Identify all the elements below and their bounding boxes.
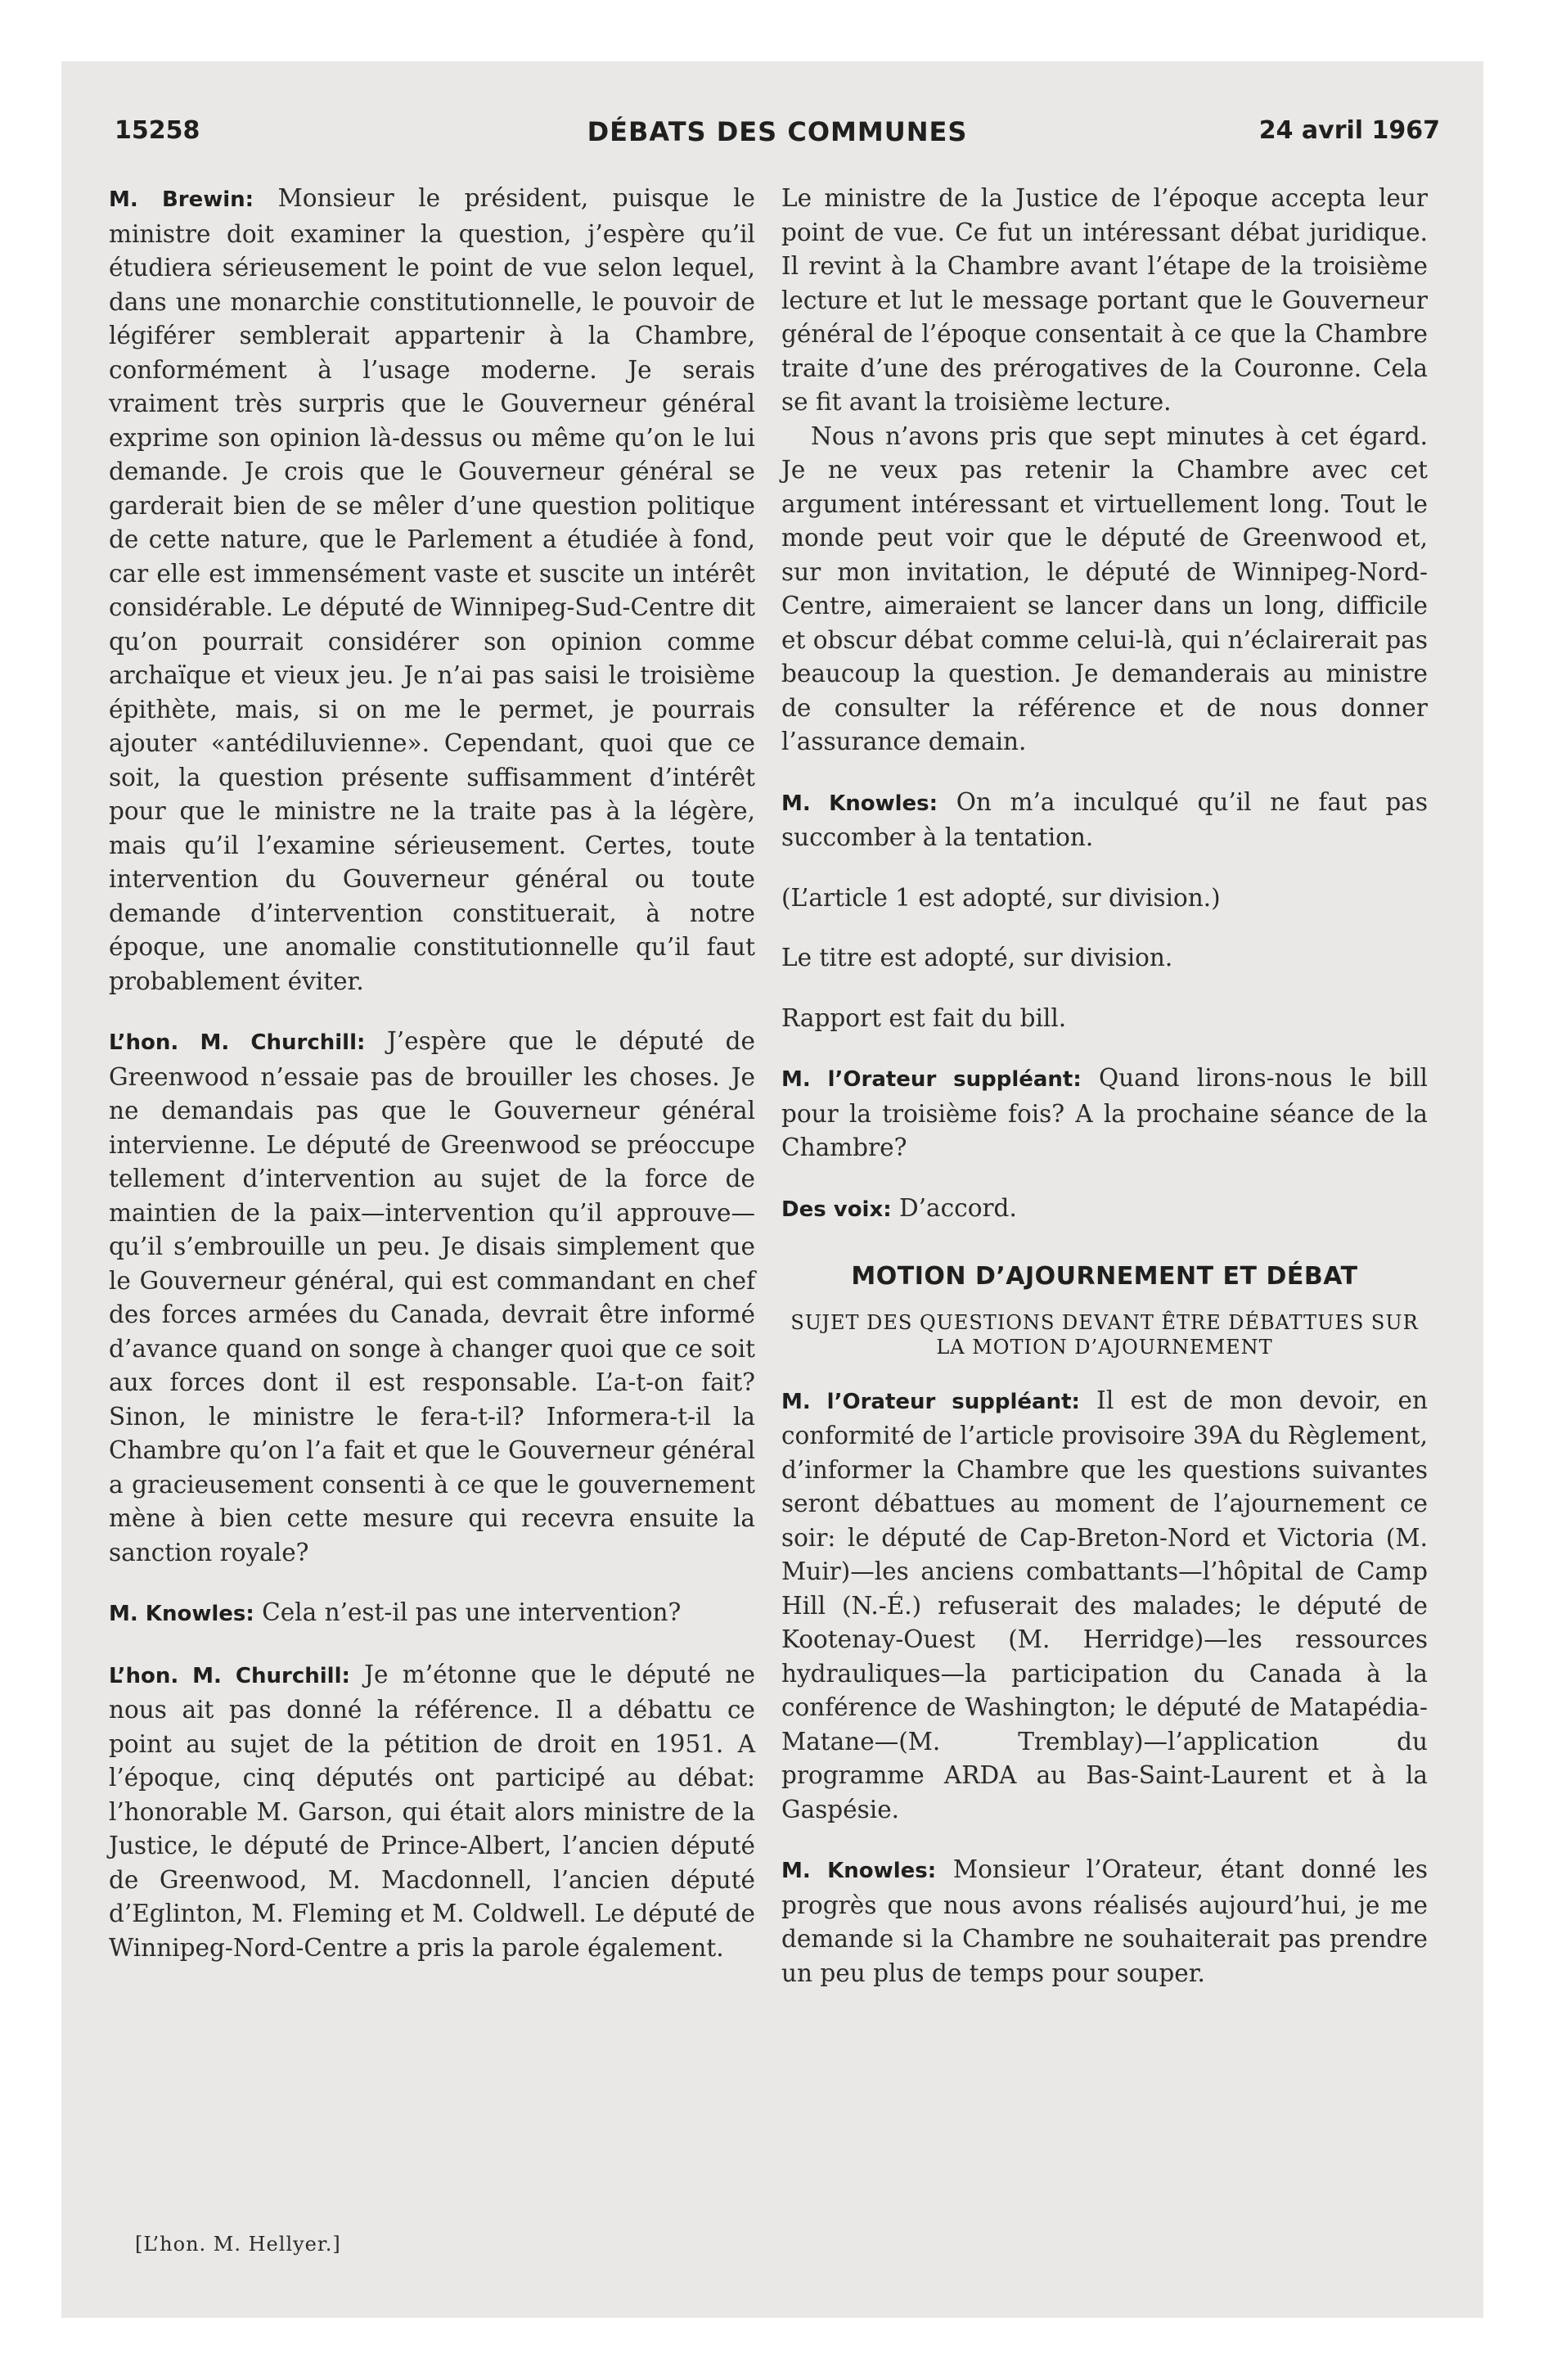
speech-text: Quand lirons-nous le bill pour la troisième fois? A la prochaine séance de la Chambre? — [781, 1064, 1428, 1161]
left-column — [109, 182, 755, 1965]
speech-paragraph — [109, 1596, 755, 1632]
speech-continuation: Le ministre de la Justice de l’époque accepta leur point de vue. Ce fut un intéressant débat juridique. Il revint à la Chambre avant l’étape de la troisième lecture et lut le message portant que le Gouverneur général de l’époque consentait à ce que la Chambre traite d’une des prérogatives de la Couronne. Cela se fit avant la troisième lecture. — [781, 184, 1428, 416]
footer-note: [L’hon. M. Hellyer.] — [135, 2233, 341, 2256]
speech-paragraph — [781, 1192, 1428, 1228]
publication-date: 24 avril 1967 — [1258, 116, 1440, 145]
speech-paragraph — [781, 1062, 1428, 1165]
speech-paragraph — [781, 1853, 1428, 1990]
publication-title: DÉBATS DES COMMUNES — [587, 116, 968, 147]
speech-text: Cela n’est-il pas une intervention? — [262, 1598, 682, 1626]
page-number: 15258 — [115, 116, 200, 145]
speech-text: On m’a inculqué qu’il ne faut pas succomber à la tentation. — [781, 787, 1428, 851]
procedural-note: (L’article 1 est adopté, sur division.) — [781, 883, 1221, 912]
speech-text: D’accord. — [899, 1193, 1017, 1222]
section-subheading: SUJET DES QUESTIONS DEVANT ÊTRE DÉBATTUES SUR LA MOTION D’AJOURNEMENT — [790, 1310, 1419, 1359]
speaker-name: L’hon. M. Churchill: — [109, 1030, 366, 1055]
speaker-name: M. Brewin: — [109, 187, 254, 212]
section-heading: MOTION D’AJOURNEMENT ET DÉBAT — [851, 1262, 1358, 1291]
speaker-name: M. Knowles: — [781, 791, 938, 816]
speaker-name: M. Knowles: — [109, 1602, 254, 1626]
speaker-name: Des voix: — [781, 1197, 892, 1222]
speech-text: Je m’étonne que le député ne nous ait pas donné la référence. Il a débattu ce point au sujet de la pétition de droit en 1951. A l’époque, cinq députés ont participé au débat: l’honorable M. Garson, qui était alors ministre de la Justice, le député de Prince-Albert, l’ancien député de Greenwood, M. Macdonnell, l’ancien député d’Eglinton, M. Fleming et M. Coldwell. Le député de Winnipeg-Nord-Centre a pris la parole également. — [109, 1660, 755, 1962]
procedural-note: Rapport est fait du bill. — [781, 1003, 1067, 1032]
speech-text: Monsieur le président, puisque le ministre doit examiner la question, j’espère qu’il étudiera sérieusement le point de vue selon lequel, dans une monarchie constitutionnelle, le pouvoir de légiférer semblerait appartenir à la Chambre, conformément à l’usage moderne. Je serais vraiment très surpris que le Gouverneur général exprime son opinion là-dessus ou même qu’on le lui demande. Je crois que le Gouverneur général se garderait bien de se mêler d’une question politique de cette nature, que le Parlement a étudiée à fond, car elle est immensément vaste et suscite un intérêt considérable. Le député de Winnipeg-Sud-Centre dit qu’on pourrait considérer son opinion comme archaïque et vieux jeu. Je n’ai pas saisi le troisième épithète, mais, si on me le permet, je pourrais ajouter «antédiluvienne». Cependant, quoi que ce soit, la question présente suffisamment d’intérêt pour que le ministre ne la traite pas à la légère, mais qu’il l’examine sérieusement. Certes, toute intervention du Gouverneur général ou toute demande d’intervention constituerait, à notre époque, une anomalie constitutionnelle qu’il faut probablement éviter. — [109, 184, 755, 995]
speech-text: Monsieur l’Orateur, étant donné les progrès que nous avons réalisés aujourd’hui, je me demande si la Chambre ne souhaiterait pas prendre un peu plus de temps pour souper. — [781, 1855, 1428, 1987]
speaker-name: M. l’Orateur suppléant: — [781, 1067, 1082, 1092]
speaker-name: M. l’Orateur suppléant: — [781, 1389, 1080, 1414]
right-column — [781, 182, 1428, 1990]
speech-paragraph — [781, 786, 1428, 855]
speaker-name: L’hon. M. Churchill: — [109, 1663, 350, 1688]
speech-text: J’espère que le député de Greenwood n’essaie pas de brouiller les choses. Je ne demandais pas que le Gouverneur général intervienne. Le député de Greenwood se préoccupe tellement d’intervention au sujet de la force de maintien de la paix—intervention qu’il approuve—qu’il s’embrouille un peu. Je disais simplement que le Gouverneur général, qui est commandant en chef des forces armées du Canada, devrait être informé d’avance quand on songe à changer quoi que ce soit aux forces dont il est responsable. L’a-t-on fait? Sinon, le ministre le fera-t-il? Informera-t-il la Chambre qu’on l’a fait et que le Gouverneur général a gracieusement consenti à ce que le gouvernement mène à bien cette mesure qui recevra ensuite la sanction royale? — [109, 1027, 755, 1566]
speech-paragraph — [109, 1025, 755, 1570]
speech-text: Il est de mon devoir, en conformité de l’article provisoire 39A du Règlement, d’informer la Chambre que les questions suivantes seront débattues au moment de l’ajournement ce soir: le député de Cap-Breton-Nord et Victoria (M. Muir)—les anciens combattants—l’hôpital de Camp Hill (N.-É.) refuserait des malades; le député de Kootenay-Ouest (M. Herridge)—les ressources hydrauliques—la participation du Canada à la conférence de Washington; le député de Matapédia-Matane—(M. Tremblay)—l’application du programme ARDA au Bas-Saint-Laurent et à la Gaspésie. — [781, 1386, 1428, 1823]
page-header — [115, 116, 1440, 157]
speech-paragraph — [109, 182, 755, 998]
speech-paragraph — [109, 1658, 755, 1966]
procedural-note: Le titre est adopté, sur division. — [781, 944, 1173, 971]
speaker-name: M. Knowles: — [781, 1859, 937, 1883]
speech-continuation: Nous n’avons pris que sept minutes à cet égard. Je ne veux pas retenir la Chambre avec cet argument intéressant et virtuellement long. Tout le monde peut voir que le député de Greenwood et, sur mon invitation, le député de Winnipeg-Nord-Centre, aimeraient se lancer dans un long, difficile et obscur débat comme celui-là, qui n’éclairerait pas beaucoup la question. Je demanderais au ministre de consulter la référence et de nous donner l’assurance demain. — [781, 421, 1428, 755]
speech-paragraph — [781, 1384, 1428, 1828]
